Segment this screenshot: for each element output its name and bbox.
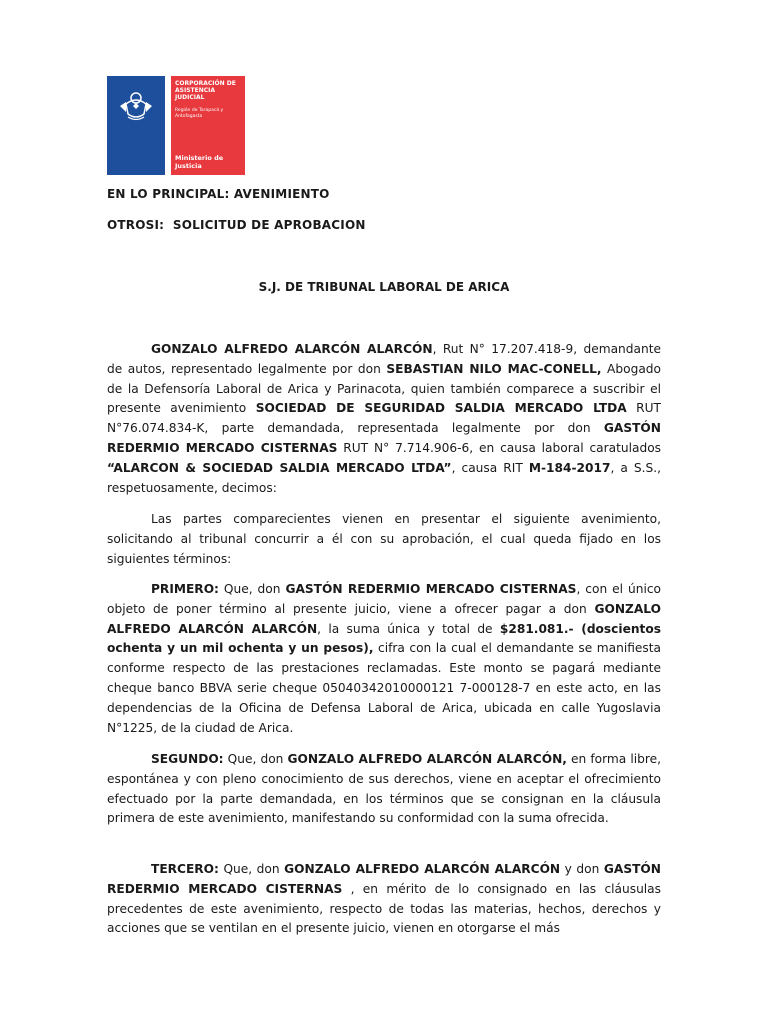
representative-name: GASTÓN REDERMIO MERCADO CISTERNAS [107, 421, 661, 455]
text-span: , en mérito de lo consignado en las cláusulas precedentes de este avenimiento, respecto de todas las materias, hechos, derechos y acciones que se ventilan en el presente juicio, vienen en otorgarse el más [107, 881, 662, 936]
text-span: , a S.S., respetuosamente, decimos: [107, 460, 662, 495]
coat-of-arms-icon [114, 84, 158, 124]
text-span: y don [560, 862, 604, 876]
clause-segundo [107, 750, 661, 829]
institution-logo [107, 76, 245, 175]
text-span: cifra con la cual el demandante se manifiesta conforme respecto de las prestaciones reclamadas. Este monto se pagará mediante cheque banco BBVA serie cheque 05040342010000121 7-000128-7 en este acto, en las dependencias de la Oficina de Defensa Laboral de Arica, ubicada en calle Yugoslavia N°1225, de la ciudad de Arica. [107, 641, 661, 735]
logo-blue-panel [107, 76, 165, 175]
text-span: Abogado de la Defensoría Laboral de Arica y Parinacota, quien también comparece a suscribir el presente avenimiento [107, 361, 661, 416]
text-span: Que, don [223, 752, 288, 766]
logo-region: Región de Tarapacá y Antofagasta [175, 108, 224, 119]
logo-ministry: Ministerio de Justicia [175, 154, 224, 170]
text-span: , con el único objeto de poner término al presente juicio, viene a ofrecer pagar a don [107, 582, 661, 616]
case-rit: M-184-2017 [528, 460, 611, 475]
logo-institution-name: CORPORACIÓN DE ASISTENCIA JUDICIAL [175, 80, 236, 101]
paragraph-intro [107, 510, 661, 569]
settlement-amount: $281.081.- (doscientos ochenta y un mil ochenta y un pesos), [107, 621, 661, 656]
case-title: “ALARCON & SOCIEDAD SALDIA MERCADO LTDA” [107, 460, 452, 475]
clause-label: SEGUNDO: [151, 752, 224, 766]
plaintiff-name: GONZALO ALFREDO ALARCÓN ALARCÓN [107, 601, 661, 636]
defendant-company: SOCIEDAD DE SEGURIDAD SALDIA MERCADO LTDA [255, 401, 627, 416]
heading-principal: EN LO PRINCIPAL: AVENIMIENTO [107, 187, 330, 201]
text-span: Las partes comparecientes vienen en presentar el siguiente avenimiento, solicitando al tribunal concurrir a él con su aprobación, el cual queda fijado en los siguientes términos: [107, 512, 661, 566]
logo-red-panel [165, 76, 245, 175]
text-span: , la suma única y total de [317, 621, 500, 636]
clause-tercero [107, 860, 661, 939]
text-span: en forma libre, espontánea y con pleno conocimiento de sus derechos, viene en aceptar el ofrecimiento efectuado por la parte demandada, en los términos que se consignan en la cláusula primera de este avenimiento, manifestando su conformidad con la suma ofrecida. [107, 752, 661, 826]
text-span: RUT N°76.074.834-K, parte demandada, representada legalmente por don [107, 401, 661, 436]
paragraph-parties [107, 340, 661, 498]
text-span: Que, don [218, 582, 286, 596]
text-span: , Rut N° 17.207.418-9, demandante de autos, representado legalmente por don [107, 342, 661, 376]
clause-label: TERCERO: [151, 862, 219, 876]
clause-label: PRIMERO: [151, 582, 219, 596]
text-span: , causa RIT [451, 460, 529, 475]
plaintiff-name: GONZALO ALFREDO ALARCÓN ALARCÓN, [287, 752, 567, 766]
court-heading: S.J. DE TRIBUNAL LABORAL DE ARICA [258, 280, 510, 294]
clause-primero [107, 580, 661, 738]
representative-name: GASTÓN REDERMIO MERCADO CISTERNAS [107, 862, 661, 896]
text-span: RUT N° 7.714.906-6, en causa laboral caratulados [337, 440, 661, 455]
text-span: Que, don [218, 862, 285, 876]
plaintiff-name: GONZALO ALFREDO ALARCÓN ALARCÓN [151, 342, 433, 356]
plaintiff-name: GONZALO ALFREDO ALARCÓN ALARCÓN [284, 862, 561, 876]
heading-otrosi: OTROSI: SOLICITUD DE APROBACION [107, 218, 366, 232]
representative-name: GASTÓN REDERMIO MERCADO CISTERNAS [285, 582, 577, 596]
lawyer-name: SEBASTIAN NILO MAC-CONELL, [386, 361, 602, 376]
